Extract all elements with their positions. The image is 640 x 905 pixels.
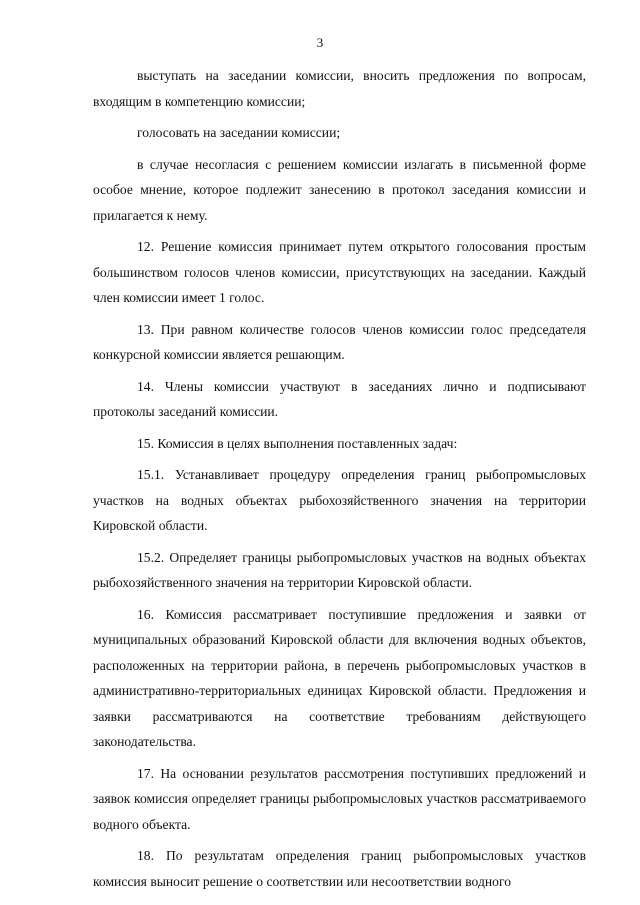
paragraph-1: выступать на заседании комиссии, вносить предложения по вопросам, входящим в компетенцию комиссии; [93,68,586,109]
document-body [93,63,586,900]
paragraph-17: 17. На основании результатов рассмотрения поступивших предложений и заявок комиссия определяет границы рыбопромысловых участков рассматриваемого водного объекта. [93,765,586,832]
paragraph-15-1: 15.1. Устанавливает процедуру определения границ рыбопромысловых участков на водных объектах рыбохозяйственного значения на территории Кировской области. [93,467,586,533]
paragraph-18: 18. По результатам определения границ рыбопромысловых участков комиссия выносит решение о соответствии или несоответствии водного [93,848,586,889]
paragraph-15: 15. Комиссия в целях выполнения поставленных задач: [137,435,458,451]
paragraph-13: 13. При равном количестве голосов членов комиссии голос председателя конкурсной комиссии является решающим. [93,321,586,362]
page-number: 3 [316,35,324,50]
paragraph-16: 16. Комиссия рассматривает поступившие предложения и заявки от муниципальных образований Кировской области для включения водных объектов, расположенных на территории района, в перечень рыбопромысловых участков в административно-территориальных единицах Кировской области. Предложения и заявки рассматриваются на соответствие требованиям действующего законодательства. [93,606,586,749]
paragraph-14: 14. Члены комиссии участвуют в заседаниях лично и подписывают протоколы заседаний комиссии. [93,378,586,419]
paragraph-12: 12. Решение комиссия принимает путем открытого голосования простым большинством голосов членов комиссии, присутствующих на заседании. Каждый член комиссии имеет 1 голос. [93,239,586,305]
paragraph-3: в случае несогласия с решением комиссии излагать в письменной форме особое мнение, которое подлежит занесению в протокол заседания комиссии и прилагается к нему. [93,156,586,223]
paragraph-15-2: 15.2. Определяет границы рыбопромысловых участков на водных объектах рыбохозяйственного значения на территории Кировской области. [93,549,586,590]
paragraph-2: голосовать на заседании комиссии; [137,125,341,140]
